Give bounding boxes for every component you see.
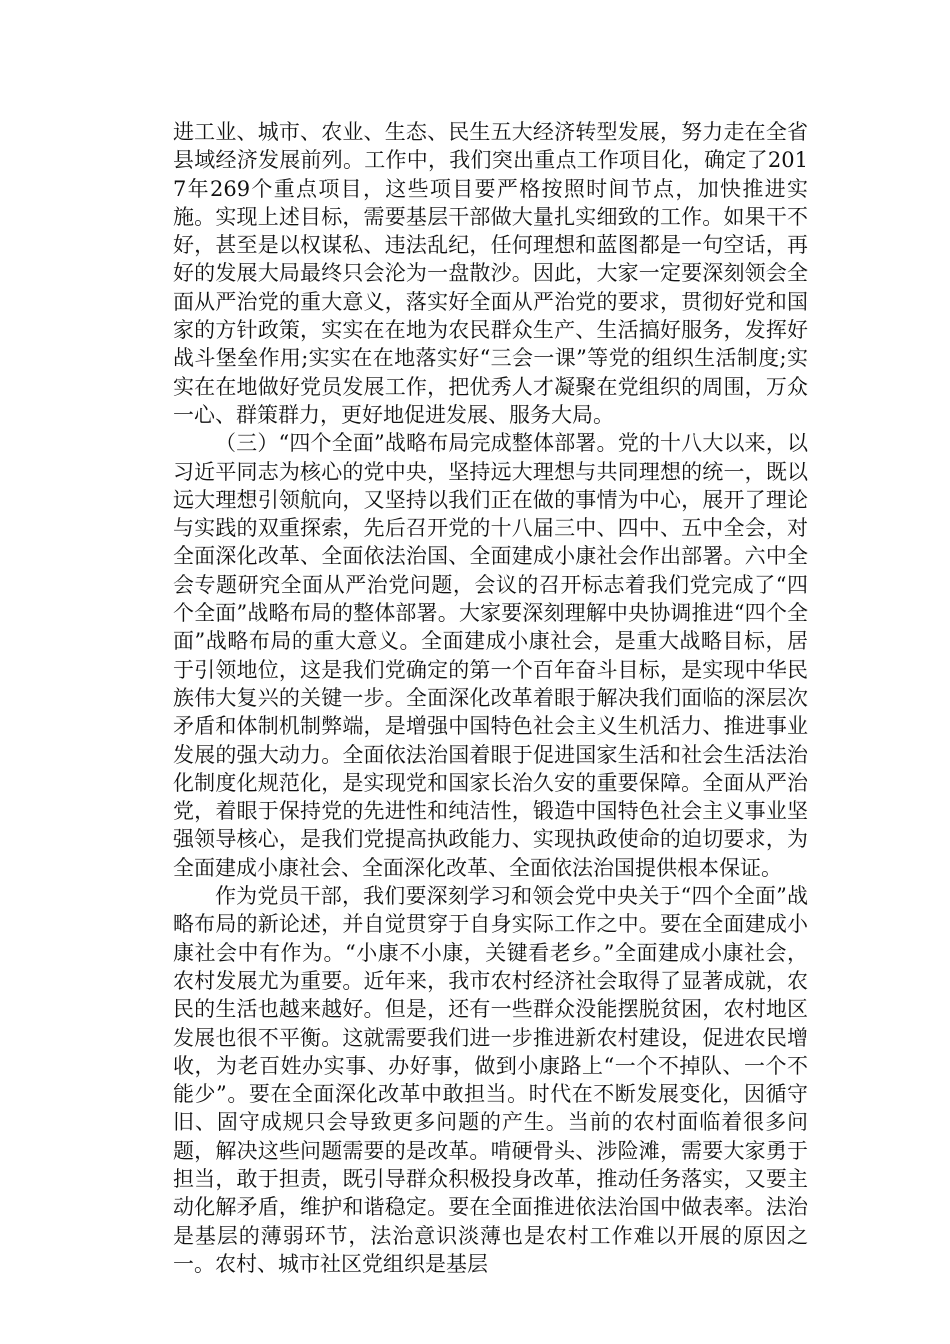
document-body <box>173 118 808 1278</box>
paragraph-party-cadres: 作为党员干部，我们要深刻学习和领会党中央关于“四个全面”战略布局的新论述，并自觉贯穿于自身实际工作之中。要在全面建成小康社会中有作为。“小康不小康，关键看老乡。”全面建成小康社会，农村发展尤为重要。近年来，我市农村经济社会取得了显著成就，农民的生活也越来越好。但是，还有一些群众没能摆脱贫困，农村地区发展也很不平衡。这就需要我们进一步推进新农村建设，促进农民增收，为老百姓办实事、办好事，做到小康路上“一个不掉队、一个不能少”。要在全面深化改革中敢担当。时代在不断发展变化，因循守旧、固守成规只会导致更多问题的产生。当前的农村面临着很多问题，解决这些问题需要的是改革。啃硬骨头、涉险滩，需要大家勇于担当，敢于担责，既引导群众积极投身改革，推动任务落实，又要主动化解矛盾，维护和谐稳定。要在全面推进依法治国中做表率。法治是基层的薄弱环节，法治意识淡薄也是农村工作难以开展的原因之一。农村、城市社区党组织是基层 <box>173 884 808 1276</box>
paragraph-continued: 进工业、城市、农业、生态、民生五大经济转型发展，努力走在全省县域经济发展前列。工作中，我们突出重点工作项目化，确定了2017年269个重点项目，这些项目要严格按照时间节点，加快推进实施。实现上述目标，需要基层干部做大量扎实细致的工作。如果干不好，甚至是以权谋私、违法乱纪，任何理想和蓝图都是一句空话，再好的发展大局最终只会沦为一盘散沙。因此，大家一定要深刻领会全面从严治党的重大意义，落实好全面从严治党的要求，贯彻好党和国家的方针政策，实实在在地为农民群众生产、生活搞好服务，发挥好战斗堡垒作用;实实在在地落实好“三会一课”等党的组织生活制度;实实在在地做好党员发展工作，把优秀人才凝聚在党组织的周围，万众一心、群策群力，更好地促进发展、服务大局。 <box>173 120 808 427</box>
paragraph-four-comprehensives: （三）“四个全面”战略布局完成整体部署。党的十八大以来，以习近平同志为核心的党中央，坚持远大理想与共同理想的统一，既以远大理想引领航向，又坚持以我们正在做的事情为中心，展开了理论与实践的双重探索，先后召开党的十八届三中、四中、五中全会，对全面深化改革、全面依法治国、全面建成小康社会作出部署。六中全会专题研究全面从严治党问题，会议的召开标志着我们党完成了“四个全面”战略布局的整体部署。大家要深刻理解中央协调推进“四个全面”战略布局的重大意义。全面建成小康社会，是重大战略目标，居于引领地位，这是我们党确定的第一个百年奋斗目标，是实现中华民族伟大复兴的关键一步。全面深化改革着眼于解决我们面临的深层次矛盾和体制机制弊端，是增强中国特色社会主义生机活力、推进事业发展的强大动力。全面依法治国着眼于促进国家生活和社会生活法治化制度化规范化，是实现党和国家长治久安的重要保障。全面从严治党，着眼于保持党的先进性和纯洁性，锻造中国特色社会主义事业坚强领导核心，是我们党提高执政能力、实现执政使命的迫切要求，为全面建成小康社会、全面深化改革、全面依法治国提供根本保证。 <box>173 431 808 880</box>
